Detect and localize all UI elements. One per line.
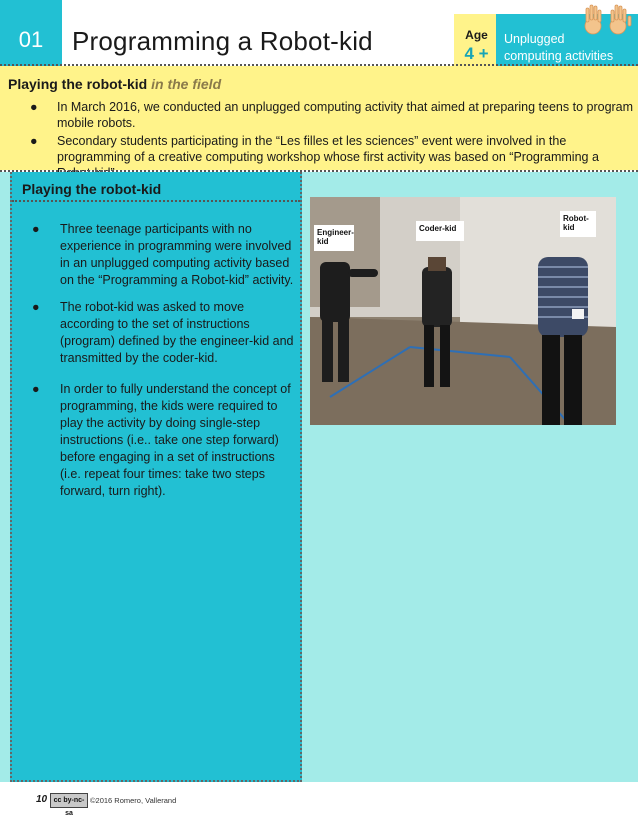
bullet-icon: ● [32, 300, 40, 314]
engineer-kid-label: Engineer-kid [314, 225, 354, 251]
field-bullet-text: In March 2016, we conducted an unplugged computing activity that aimed at preparing teens to program mobile robots. [57, 100, 634, 130]
bullet-icon: ● [32, 382, 40, 396]
hands-icon [580, 2, 636, 36]
bullet-icon: ● [30, 134, 38, 148]
bullet-icon: ● [32, 222, 40, 236]
field-bullet-text: Secondary students participating in the “Les filles et les sciences” event were involved in the programming of a creative computing workshop whose first activity was based on “Programming a [57, 134, 599, 164]
category-line-1: Unplugged [504, 32, 565, 46]
left-panel-bullet-text: In order to fully understand the concept of programming, the kids were required to play the activity by doing single-step instructions (i.e.. take one step forward) before engaging in a set of instructions (i.e. repeat four times: take two steps forward, turn right). [60, 382, 291, 498]
age-value: 4 + [464, 44, 489, 63]
bullet-icon: ● [30, 100, 38, 114]
creative-commons-icon: cc by-nc-sa [50, 793, 88, 808]
page-number: 10 [36, 794, 48, 805]
field-title-plain: Playing the robot-kid [8, 76, 148, 92]
age-badge [454, 14, 499, 66]
activity-photo [310, 197, 616, 425]
chapter-number: 01 [0, 0, 62, 66]
robot-kid-label: Robot-kid [560, 211, 596, 237]
field-section-title [8, 76, 221, 92]
copyright-text: ©2016 Romero, Vallerand [90, 796, 177, 805]
left-panel [10, 172, 302, 782]
field-title-emphasis: in the field [151, 76, 222, 92]
field-section [0, 66, 638, 170]
category-line-2: computing activities [504, 49, 614, 63]
left-panel-bullet-text: The robot-kid was asked to move according to the set of instructions (program) defined by the engineer-kid and transmitted by the coder-kid. [60, 300, 294, 365]
left-panel-bullet-text: Three teenage participants with no experience in programming were involved in an unplugged computing activity based on the “Programming a Robot-kid” activity. [60, 222, 294, 287]
age-label: Age [465, 28, 488, 42]
left-panel-title: Playing the robot-kid [22, 181, 162, 197]
page-title: Programming a Robot-kid [72, 26, 373, 56]
left-panel-divider [12, 200, 300, 202]
coder-kid-label: Coder-kid [416, 221, 464, 241]
